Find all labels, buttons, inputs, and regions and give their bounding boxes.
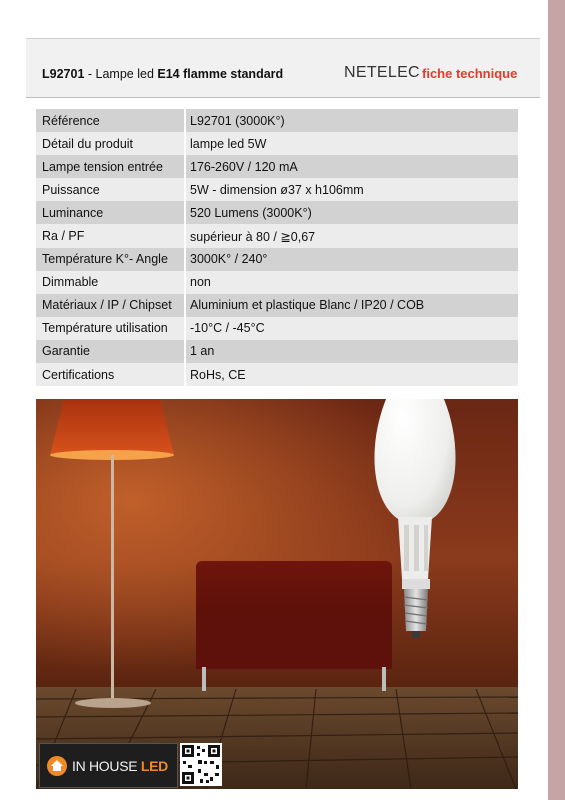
spec-value: lampe led 5W: [190, 136, 267, 151]
table-row: [36, 248, 518, 271]
spec-label: Détail du produit: [42, 136, 134, 151]
product-desc-prefix: - Lampe led: [87, 67, 154, 81]
spec-value: non: [190, 275, 211, 290]
spec-label: Puissance: [42, 182, 100, 197]
product-title: [42, 67, 283, 81]
spec-label: Référence: [42, 113, 100, 128]
table-row: [36, 294, 518, 317]
table-row: [36, 132, 518, 155]
logo-text: [72, 758, 168, 774]
logo-text-main: IN HOUSE: [72, 758, 141, 774]
spec-value: 176-260V / 120 mA: [190, 159, 298, 174]
spec-value: 1 an: [190, 344, 215, 359]
spec-value: 520 Lumens (3000K°): [190, 205, 312, 220]
product-code: L92701: [42, 67, 85, 81]
spec-value: -10°C / -45°C: [190, 321, 265, 336]
table-row: [36, 363, 518, 386]
spec-label: Température K°- Angle: [42, 252, 168, 267]
product-socket: E14: [157, 67, 180, 81]
doc-type-label: fiche technique: [422, 66, 518, 81]
spec-value: 3000K° / 240°: [190, 252, 268, 267]
spec-label: Lampe tension entrée: [42, 159, 163, 174]
spec-label: Garantie: [42, 344, 90, 359]
table-row: [36, 155, 518, 178]
table-row: [36, 271, 518, 294]
spec-table: [36, 109, 518, 386]
spec-label: Dimmable: [42, 275, 99, 290]
table-row: [36, 109, 518, 132]
brand-name: NETELEC: [344, 64, 420, 81]
in-house-led-logo: [39, 743, 178, 788]
spec-value: 5W - dimension ø37 x h106mm: [190, 182, 364, 197]
spec-label: Ra / PF: [42, 229, 85, 244]
product-photo: [36, 399, 518, 789]
spec-label: Luminance: [42, 205, 104, 220]
qr-code-icon: [180, 743, 222, 786]
spec-label: Température utilisation: [42, 321, 168, 336]
spec-label: Certifications: [42, 367, 115, 382]
table-row: [36, 224, 518, 247]
home-icon: [47, 756, 67, 776]
logo-text-accent: LED: [140, 758, 168, 774]
table-row: [36, 340, 518, 363]
header-band: [26, 38, 540, 98]
spec-label: Matériaux / IP / Chipset: [42, 298, 172, 313]
table-row: [36, 317, 518, 340]
side-strip: [548, 0, 565, 800]
spec-value: L92701 (3000K°): [190, 113, 285, 128]
table-row: [36, 178, 518, 201]
spec-value: supérieur à 80 / ≧0,67: [190, 229, 316, 244]
product-desc-suffix: flamme standard: [183, 67, 284, 81]
spec-value: Aluminium et plastique Blanc / IP20 / COB: [190, 298, 425, 313]
table-row: [36, 201, 518, 224]
spec-value: RoHs, CE: [190, 367, 246, 382]
